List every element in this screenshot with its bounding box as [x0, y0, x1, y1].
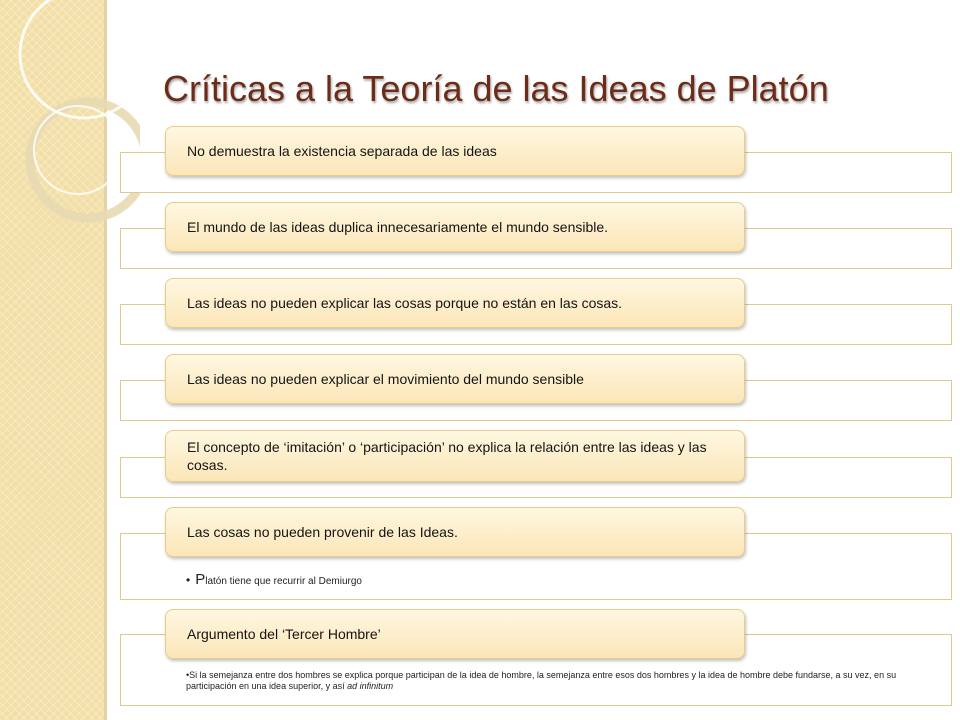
- bullet-icon: •: [186, 670, 190, 680]
- sub-bullet-initial: P: [195, 571, 206, 588]
- decorative-circles: [0, 0, 140, 260]
- list-item-label: El concepto de ‘imitación’ o ‘participación’ no explica la relación entre las ideas y las cosas.: [165, 430, 745, 482]
- list-item-label: Las cosas no pueden provenir de las Ideas.: [165, 507, 745, 557]
- bullet-icon: •: [186, 573, 191, 587]
- sub-bullet-text: Si la semejanza entre dos hombres se explica porque participan de la idea de hombre, la semejanza entre esos dos hombres y la idea de hombre debe fundarse, a su vez, en su participación en una idea superior, y así: [186, 670, 897, 691]
- sub-bullet-tercer-hombre: [186, 670, 926, 692]
- sub-bullet-italic: ad infinitum: [347, 681, 394, 691]
- sub-bullet-demiurgo: [186, 571, 362, 588]
- list-item-label: No demuestra la existencia separada de las ideas: [165, 126, 745, 176]
- slide-title: Críticas a la Teoría de las Ideas de Platón: [163, 68, 829, 109]
- list-item-label: El mundo de las ideas duplica innecesariamente el mundo sensible.: [165, 202, 745, 252]
- list-item-label: Las ideas no pueden explicar las cosas porque no están en las cosas.: [165, 278, 745, 328]
- list-item-label: Argumento del ‘Tercer Hombre’: [165, 609, 745, 659]
- sub-bullet-text: latón tiene que recurrir al Demiurgo: [205, 576, 362, 587]
- list-item-label: Las ideas no pueden explicar el movimiento del mundo sensible: [165, 354, 745, 404]
